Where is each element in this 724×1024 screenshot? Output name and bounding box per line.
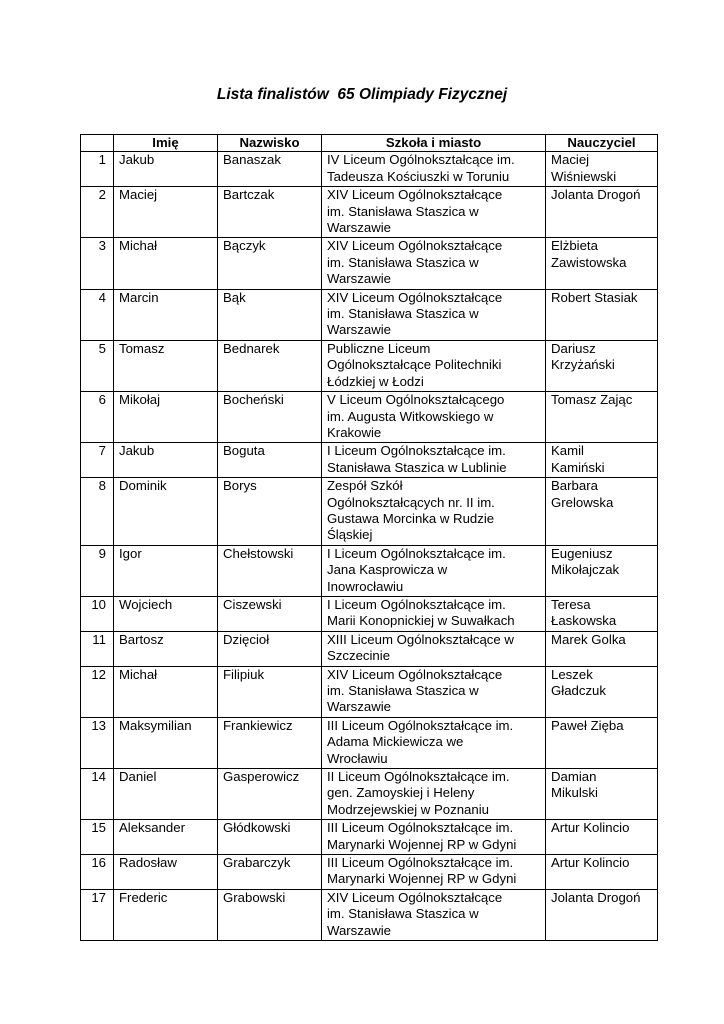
school-line: XIV Liceum Ogólnokształcące <box>327 289 503 305</box>
last-name: Grabarczyk <box>218 855 322 890</box>
first-name: Jakub <box>114 152 218 187</box>
table-row <box>81 855 658 890</box>
first-name: Wojciech <box>114 596 218 631</box>
table-row <box>81 443 658 478</box>
header-lp <box>81 135 114 152</box>
school-line: IV Liceum Ogólnokształcące im. <box>327 152 515 168</box>
school <box>322 820 546 855</box>
school-line: Stanisława Staszica w Lublinie <box>327 459 507 475</box>
last-name: Dzięcioł <box>218 631 322 666</box>
teacher-line: Damian <box>551 769 597 785</box>
school-line: Tadeusza Kościuszki w Toruniu <box>327 168 510 184</box>
teacher-line: Eugeniusz <box>551 545 613 561</box>
school-line: I Liceum Ogólnokształcące im. <box>327 596 506 612</box>
table-row <box>81 820 658 855</box>
header-nazwisko: Nazwisko <box>218 135 322 152</box>
school <box>322 152 546 187</box>
table-row <box>81 769 658 820</box>
teacher <box>546 443 658 478</box>
school-line: III Liceum Ogólnokształcące im. <box>327 717 514 733</box>
first-name: Aleksander <box>114 820 218 855</box>
teacher-line: Tomasz Zając <box>551 392 633 408</box>
last-name: Grabowski <box>218 889 322 940</box>
school-line: Warszawie <box>327 220 391 236</box>
school <box>322 596 546 631</box>
first-name: Mikołaj <box>114 392 218 443</box>
first-name: Michał <box>114 666 218 717</box>
school <box>322 289 546 340</box>
teacher <box>546 631 658 666</box>
last-name: Głódkowski <box>218 820 322 855</box>
school-line: Szczecinie <box>327 648 391 664</box>
teacher-line: Zawistowska <box>551 254 627 270</box>
row-number: 11 <box>81 631 114 666</box>
row-number: 6 <box>81 392 114 443</box>
last-name: Bednarek <box>218 340 322 391</box>
row-number: 10 <box>81 596 114 631</box>
school <box>322 392 546 443</box>
school <box>322 889 546 940</box>
first-name: Maciej <box>114 187 218 238</box>
school-line: Warszawie <box>327 922 391 938</box>
school-line: XIV Liceum Ogólnokształcące <box>327 187 503 203</box>
last-name: Chełstowski <box>218 545 322 596</box>
school-line: Ogólnokształcące Politechniki <box>327 357 502 373</box>
teacher-line: Teresa <box>551 596 591 612</box>
teacher <box>546 392 658 443</box>
school-line: Warszawie <box>327 322 391 338</box>
school <box>322 187 546 238</box>
last-name: Frankiewicz <box>218 717 322 768</box>
school-line: gen. Zamoyskiej i Heleny <box>327 785 475 801</box>
teacher <box>546 478 658 546</box>
table-row <box>81 666 658 717</box>
school-line: im. Stanisława Staszica w <box>327 906 479 922</box>
teacher <box>546 717 658 768</box>
school-line: Publiczne Liceum <box>327 340 431 356</box>
first-name: Dominik <box>114 478 218 546</box>
school <box>322 340 546 391</box>
school-line: Wrocławiu <box>327 750 388 766</box>
teacher-line: Marek Golka <box>551 631 626 647</box>
school-line: XIV Liceum Ogólnokształcące <box>327 238 503 254</box>
teacher-line: Artur Kolincio <box>551 820 630 836</box>
teacher-line: Jolanta Drogoń <box>551 187 641 203</box>
school <box>322 769 546 820</box>
teacher <box>546 340 658 391</box>
teacher <box>546 820 658 855</box>
table-row <box>81 889 658 940</box>
table-row <box>81 631 658 666</box>
school-line: Krakowie <box>327 424 382 440</box>
school-line: im. Stanisława Staszica w <box>327 683 479 698</box>
row-number: 17 <box>81 889 114 940</box>
table-row <box>81 392 658 443</box>
school-line: Łódzkiej w Łodzi <box>327 373 424 389</box>
school-line: II Liceum Ogólnokształcące im. <box>327 769 510 785</box>
school <box>322 238 546 289</box>
last-name: Ciszewski <box>218 596 322 631</box>
school-line: XIII Liceum Ogólnokształcące w <box>327 631 514 647</box>
school-line: Marii Konopnickiej w Suwałkach <box>327 613 515 629</box>
row-number: 1 <box>81 152 114 187</box>
last-name: Borys <box>218 478 322 546</box>
table-row <box>81 187 658 238</box>
school <box>322 478 546 546</box>
teacher-line: Artur Kolincio <box>551 855 630 871</box>
table-row <box>81 545 658 596</box>
school-line: Modrzejewskiej w Poznaniu <box>327 801 489 817</box>
school-line: Warszawie <box>327 699 391 715</box>
school-line: XIV Liceum Ogólnokształcące <box>327 666 503 682</box>
header-szkola: Szkoła i miasto <box>322 135 546 152</box>
school-line: im. Stanisława Staszica w <box>327 254 479 270</box>
header-nauczyciel: Nauczyciel <box>546 135 658 152</box>
school <box>322 717 546 768</box>
teacher <box>546 545 658 596</box>
page-title: Lista finalistów 65 Olimpiady Fizycznej <box>216 86 508 103</box>
teacher-line: Paweł Zięba <box>551 717 624 733</box>
row-number: 9 <box>81 545 114 596</box>
first-name: Bartosz <box>114 631 218 666</box>
teacher-line: Maciej <box>551 152 590 168</box>
school-line: im. Stanisława Staszica w <box>327 306 479 322</box>
teacher-line: Leszek <box>551 666 593 682</box>
table-body <box>81 152 658 941</box>
teacher <box>546 289 658 340</box>
teacher-line: Krzyżański <box>551 357 615 373</box>
table-row <box>81 238 658 289</box>
teacher-line: Mikulski <box>551 785 598 801</box>
teacher-line: Dariusz <box>551 340 596 356</box>
row-number: 3 <box>81 238 114 289</box>
table-row <box>81 717 658 768</box>
school-line: Śląskiej <box>327 527 373 543</box>
row-number: 15 <box>81 820 114 855</box>
first-name: Tomasz <box>114 340 218 391</box>
teacher <box>546 238 658 289</box>
last-name: Bączyk <box>218 238 322 289</box>
teacher <box>546 855 658 890</box>
table-row <box>81 289 658 340</box>
row-number: 14 <box>81 769 114 820</box>
first-name: Radosław <box>114 855 218 890</box>
row-number: 4 <box>81 289 114 340</box>
teacher <box>546 889 658 940</box>
school <box>322 443 546 478</box>
header-imie: Imię <box>114 135 218 152</box>
teacher-line: Kamil <box>551 443 584 459</box>
school-line: Marynarki Wojennej RP w Gdyni <box>327 871 517 887</box>
school-line: Zespół Szkół <box>327 478 403 494</box>
teacher <box>546 769 658 820</box>
row-number: 13 <box>81 717 114 768</box>
first-name: Frederic <box>114 889 218 940</box>
row-number: 5 <box>81 340 114 391</box>
last-name: Boguta <box>218 443 322 478</box>
first-name: Igor <box>114 545 218 596</box>
table-header-row <box>81 135 658 152</box>
teacher <box>546 596 658 631</box>
school <box>322 631 546 666</box>
school-line: III Liceum Ogólnokształcące im. <box>327 855 514 871</box>
teacher-line: Elżbieta <box>551 238 598 254</box>
school-line: Adama Mickiewicza we <box>327 734 464 750</box>
teacher-line: Jolanta Drogoń <box>551 889 641 905</box>
last-name: Banaszak <box>218 152 322 187</box>
school-line: I Liceum Ogólnokształcące im. <box>327 443 506 459</box>
teacher <box>546 152 658 187</box>
first-name: Jakub <box>114 443 218 478</box>
teacher-line: Gładczuk <box>551 683 606 698</box>
table-row <box>81 152 658 187</box>
row-number: 8 <box>81 478 114 546</box>
first-name: Marcin <box>114 289 218 340</box>
first-name: Daniel <box>114 769 218 820</box>
teacher-line: Robert Stasiak <box>551 289 638 305</box>
table-row <box>81 340 658 391</box>
school-line: V Liceum Ogólnokształcącego <box>327 392 505 408</box>
table-row <box>81 478 658 546</box>
teacher-line: Mikołajczak <box>551 562 620 578</box>
last-name: Gasperowicz <box>218 769 322 820</box>
teacher-line: Barbara <box>551 478 598 494</box>
school-line: Gustawa Morcinka w Rudzie <box>327 510 495 526</box>
teacher-line: Kamiński <box>551 459 605 475</box>
last-name: Filipiuk <box>218 666 322 717</box>
school-line: Jana Kasprowicza w <box>327 562 448 578</box>
teacher <box>546 187 658 238</box>
school-line: Inowrocławiu <box>327 578 404 594</box>
teacher-line: Wiśniewski <box>551 168 617 184</box>
school-line: Ogólnokształcących nr. II im. <box>327 494 495 510</box>
table-row <box>81 596 658 631</box>
row-number: 16 <box>81 855 114 890</box>
school <box>322 855 546 890</box>
school-line: Warszawie <box>327 271 391 287</box>
teacher-line: Grelowska <box>551 494 614 510</box>
school-line: III Liceum Ogólnokształcące im. <box>327 820 514 836</box>
teacher-line: Łaskowska <box>551 613 617 629</box>
row-number: 2 <box>81 187 114 238</box>
school-line: im. Augusta Witkowskiego w <box>327 408 494 424</box>
school <box>322 666 546 717</box>
row-number: 12 <box>81 666 114 717</box>
school-line: im. Stanisława Staszica w <box>327 203 479 219</box>
row-number: 7 <box>81 443 114 478</box>
first-name: Michał <box>114 238 218 289</box>
last-name: Bocheński <box>218 392 322 443</box>
last-name: Bartczak <box>218 187 322 238</box>
school-line: Marynarki Wojennej RP w Gdyni <box>327 836 517 852</box>
first-name: Maksymilian <box>114 717 218 768</box>
last-name: Bąk <box>218 289 322 340</box>
teacher <box>546 666 658 717</box>
school-line: I Liceum Ogólnokształcące im. <box>327 545 506 561</box>
school <box>322 545 546 596</box>
school-line: XIV Liceum Ogólnokształcące <box>327 889 503 905</box>
finalists-table <box>80 134 658 941</box>
